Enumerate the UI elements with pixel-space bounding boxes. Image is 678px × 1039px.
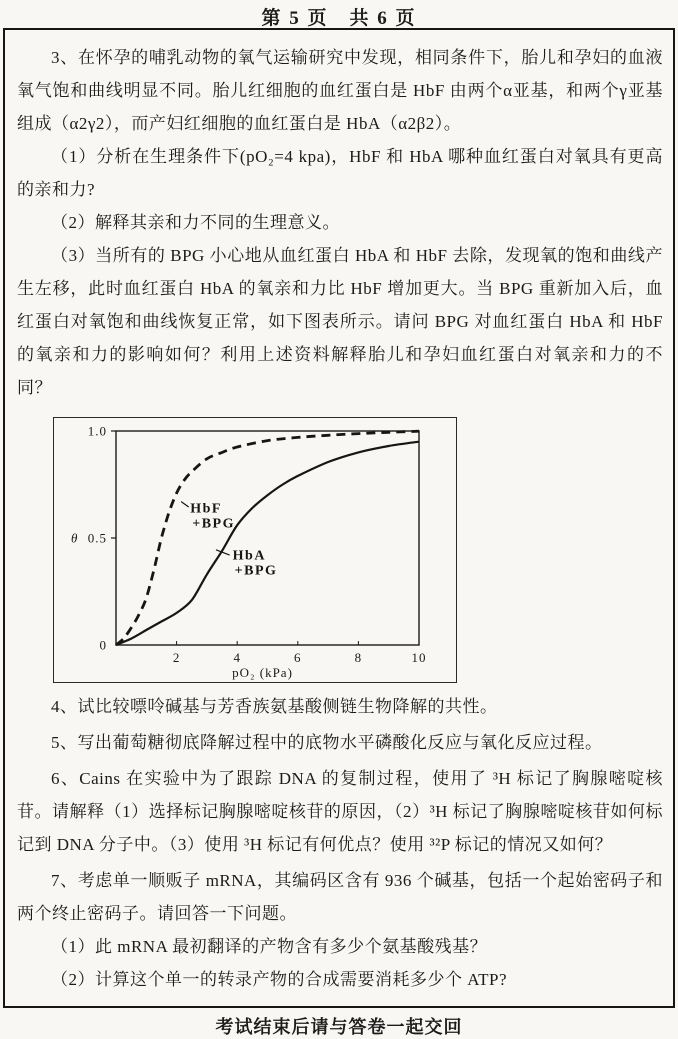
- x-tick-label: 8: [354, 650, 363, 665]
- curve-label-leader: [181, 502, 189, 507]
- oxygen-saturation-chart: [53, 417, 457, 683]
- x-tick-label: 6: [294, 650, 302, 665]
- question-7-part1: （1）此 mRNA 最初翻译的产物含有多少个氨基酸残基？: [51, 937, 488, 956]
- x-tick-label: 10: [411, 650, 427, 665]
- curve-label: HbA: [232, 548, 266, 564]
- curve-label: HbF: [190, 501, 222, 517]
- y-axis-title: θ: [71, 530, 79, 546]
- curve-hbf-bpg: [116, 431, 419, 645]
- question-6: 6、Cains 在实验中为了跟踪 DNA 的复制过程，使用了 ³H 标记了胸腺嘧啶核苷。请解释（1）选择标记胸腺嘧啶核苷的原因，（2）³H 标记了胸腺嘧啶核苷如何标记到 DNA 分子中。（3）使用 ³H 标记有何优点？使用 ³²P 标记的情况又如何？: [17, 769, 663, 854]
- question-3-part2: （2）解释其亲和力不同的生理意义。: [51, 213, 340, 232]
- y-tick-label: 0.5: [87, 530, 107, 546]
- question-3-part3: （3）当所有的 BPG 小心地从血红蛋白 HbA 和 HbF 去除，发现氧的饱和曲线产生左移，此时血红蛋白 HbA 的氧亲和力比 HbF 增加更大。当 BPG 重新加入后，血红蛋白对氧饱和曲线恢复正常，如下图表所示。请问 BPG 对血红蛋白 HbA 和 HbF 的氧亲和力的影响如何？利用上述资料解释胎儿和孕妇血红蛋白对氧亲和力的不同？: [17, 246, 663, 397]
- question-5: 5、写出葡萄糖彻底降解过程中的底物水平磷酸化反应与氧化反应过程。: [51, 733, 603, 752]
- curve-label: +BPG: [234, 563, 278, 579]
- x-axis-title: pO₂ (kPa): [232, 665, 293, 680]
- exam-content-box: [3, 28, 675, 1008]
- saturation-chart-svg: [54, 418, 455, 681]
- question-4: 4、试比较嘌呤碱基与芳香族氨基酸侧链生物降解的共性。: [51, 697, 498, 716]
- question-3-part1: （1）分析在生理条件下(pO₂=4 kpa)，HbF 和 HbA 哪种血红蛋白对氧具有更高的亲和力?: [17, 147, 663, 199]
- y-tick-label: 1.0: [87, 423, 107, 439]
- question-7-part2: （2）计算这个单一的转录产物的合成需要消耗多少个 ATP?: [51, 970, 508, 989]
- x-tick-label: 2: [172, 650, 181, 665]
- y-tick-label: 0: [99, 637, 107, 653]
- curve-label: +BPG: [192, 516, 236, 532]
- x-tick-label: 4: [233, 650, 241, 665]
- question-3-intro: 3、在怀孕的哺乳动物的氧气运输研究中发现，相同条件下，胎儿和孕妇的血液氧气饱和曲线明显不同。胎儿红细胞的血红蛋白是 HbF 由两个α亚基，和两个γ亚基组成（α2γ2），而产妇红细胞的血红蛋白是 HbA（α2β2）。: [17, 48, 663, 133]
- page-number-header: 第 5 页 共 6 页: [261, 8, 417, 29]
- plot-frame: [116, 431, 419, 645]
- question-7-intro: 7、考虑单一顺贩子 mRNA，其编码区含有 936 个碱基，包括一个起始密码子和两个终止密码子。请回答一下问题。: [17, 871, 663, 923]
- return-instruction-footer: 考试结束后请与答卷一起交回: [215, 1017, 463, 1037]
